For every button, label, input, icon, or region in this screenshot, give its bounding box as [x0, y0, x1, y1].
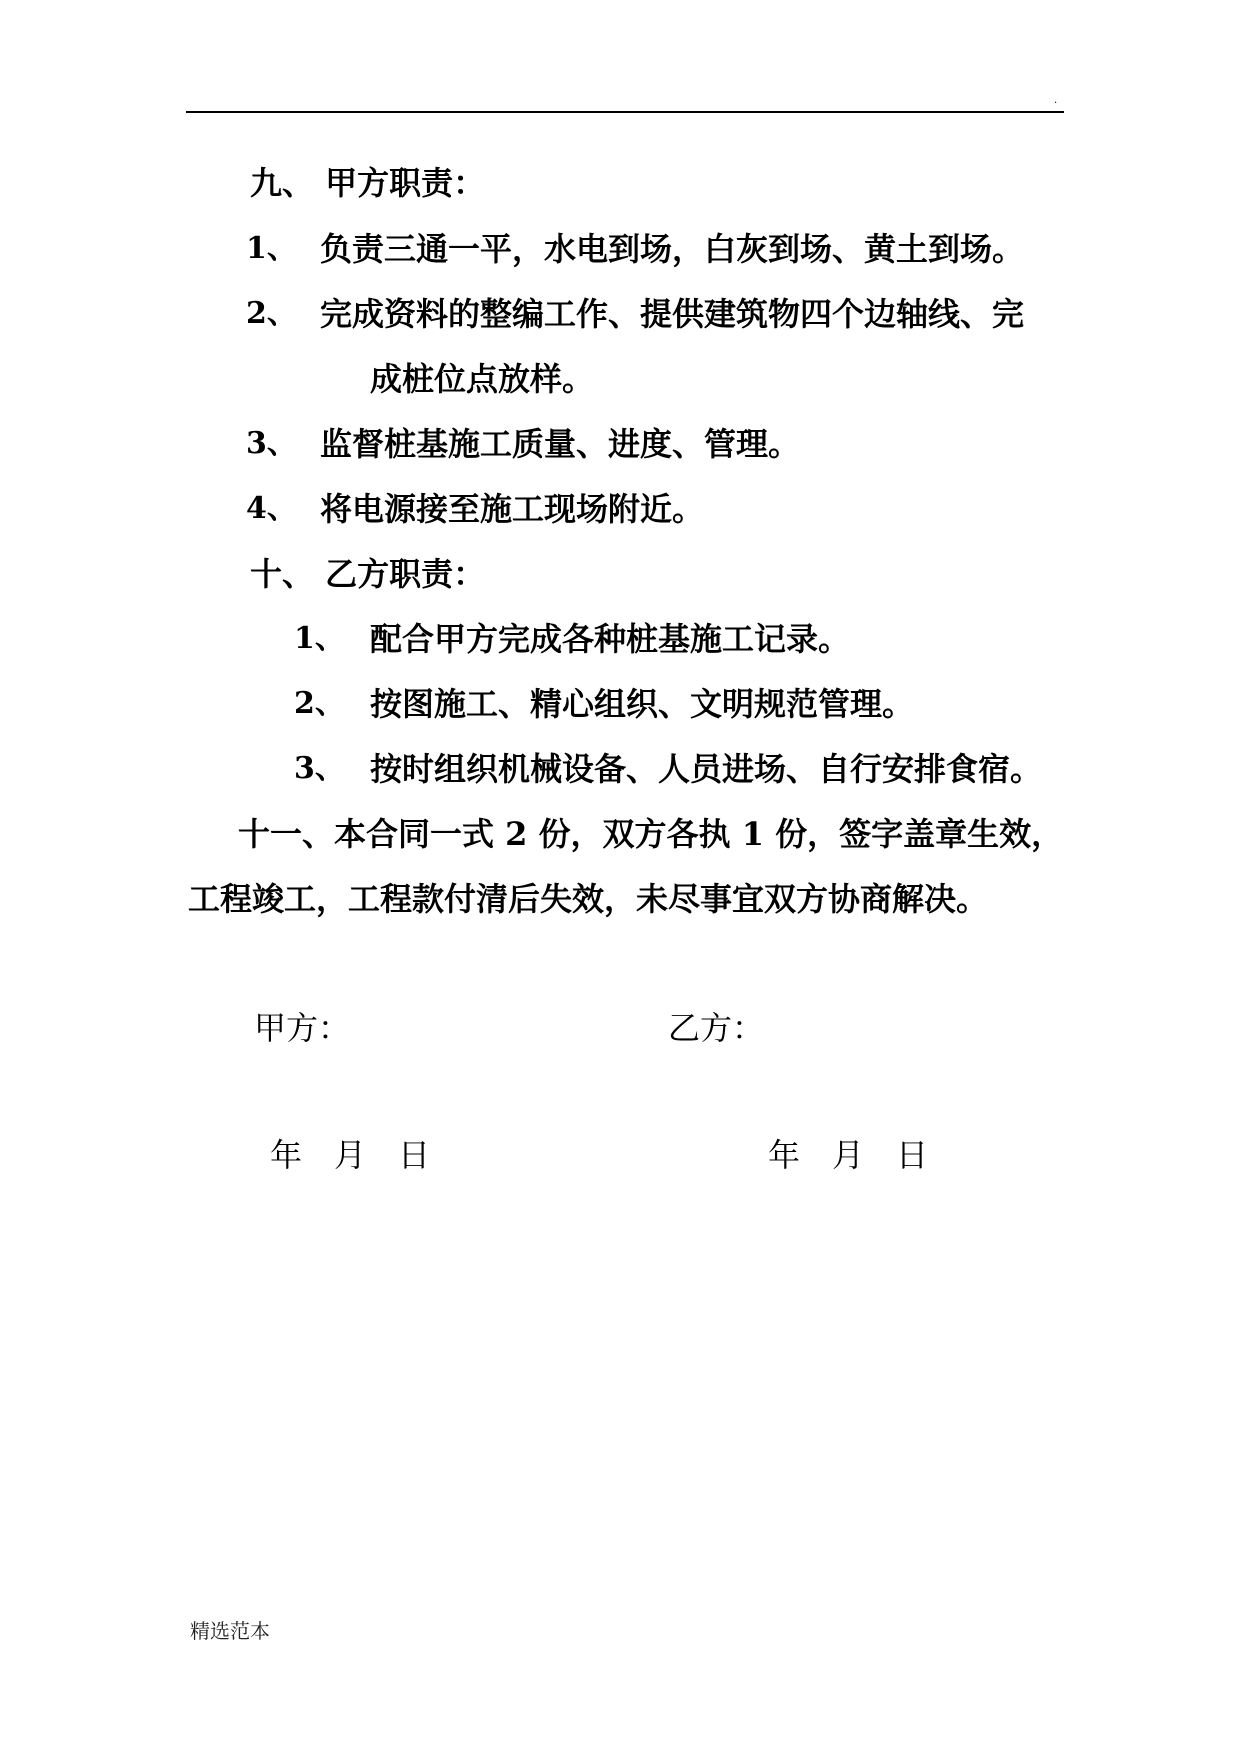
section9-item2-text: 完成资料的整编工作、提供建筑物四个边轴线、完 [320, 295, 1025, 333]
section9-item2-number: 2、 [246, 296, 297, 331]
section9-heading: 九、 甲方职责： [250, 164, 486, 202]
section9-item2-continuation: 成桩位点放样。 [370, 360, 595, 398]
section10-item1-text: 配合甲方完成各种桩基施工记录。 [370, 620, 851, 658]
party-b-date: 年 月 日 [768, 1136, 929, 1174]
section10-item2-number: 2、 [294, 686, 345, 721]
section9-item1-text: 负责三通一平，水电到场，白灰到场、黄土到场。 [320, 230, 1025, 268]
party-b-label: 乙方： [668, 1009, 765, 1047]
header-rule [186, 111, 1064, 113]
section11-line2: 工程竣工，工程款付清后失效，未尽事宜双方协商解决。 [188, 880, 989, 918]
party-a-date: 年 月 日 [270, 1136, 431, 1174]
party-a-label: 甲方： [254, 1009, 351, 1047]
section10-item3-number: 3、 [294, 751, 345, 786]
section9-item3-text: 监督桩基施工质量、进度、管理。 [320, 425, 801, 463]
section11-line1: 十一、本合同一式 2 份，双方各执 1 份，签字盖章生效， [238, 815, 1064, 853]
section9-item4-number: 4、 [246, 491, 297, 526]
section9-item1-number: 1、 [246, 231, 297, 266]
section10-item1-number: 1、 [294, 621, 345, 656]
section9-item3-number: 3、 [246, 426, 297, 461]
section10-item2-text: 按图施工、精心组织、文明规范管理。 [370, 685, 915, 723]
footer-text: 精选范本 [190, 1619, 270, 1643]
section10-item3-text: 按时组织机械设备、人员进场、自行安排食宿。 [370, 750, 1043, 788]
header-marker: . [1054, 95, 1058, 106]
section9-item4-text: 将电源接至施工现场附近。 [320, 490, 705, 528]
section10-heading: 十、 乙方职责： [250, 555, 486, 593]
